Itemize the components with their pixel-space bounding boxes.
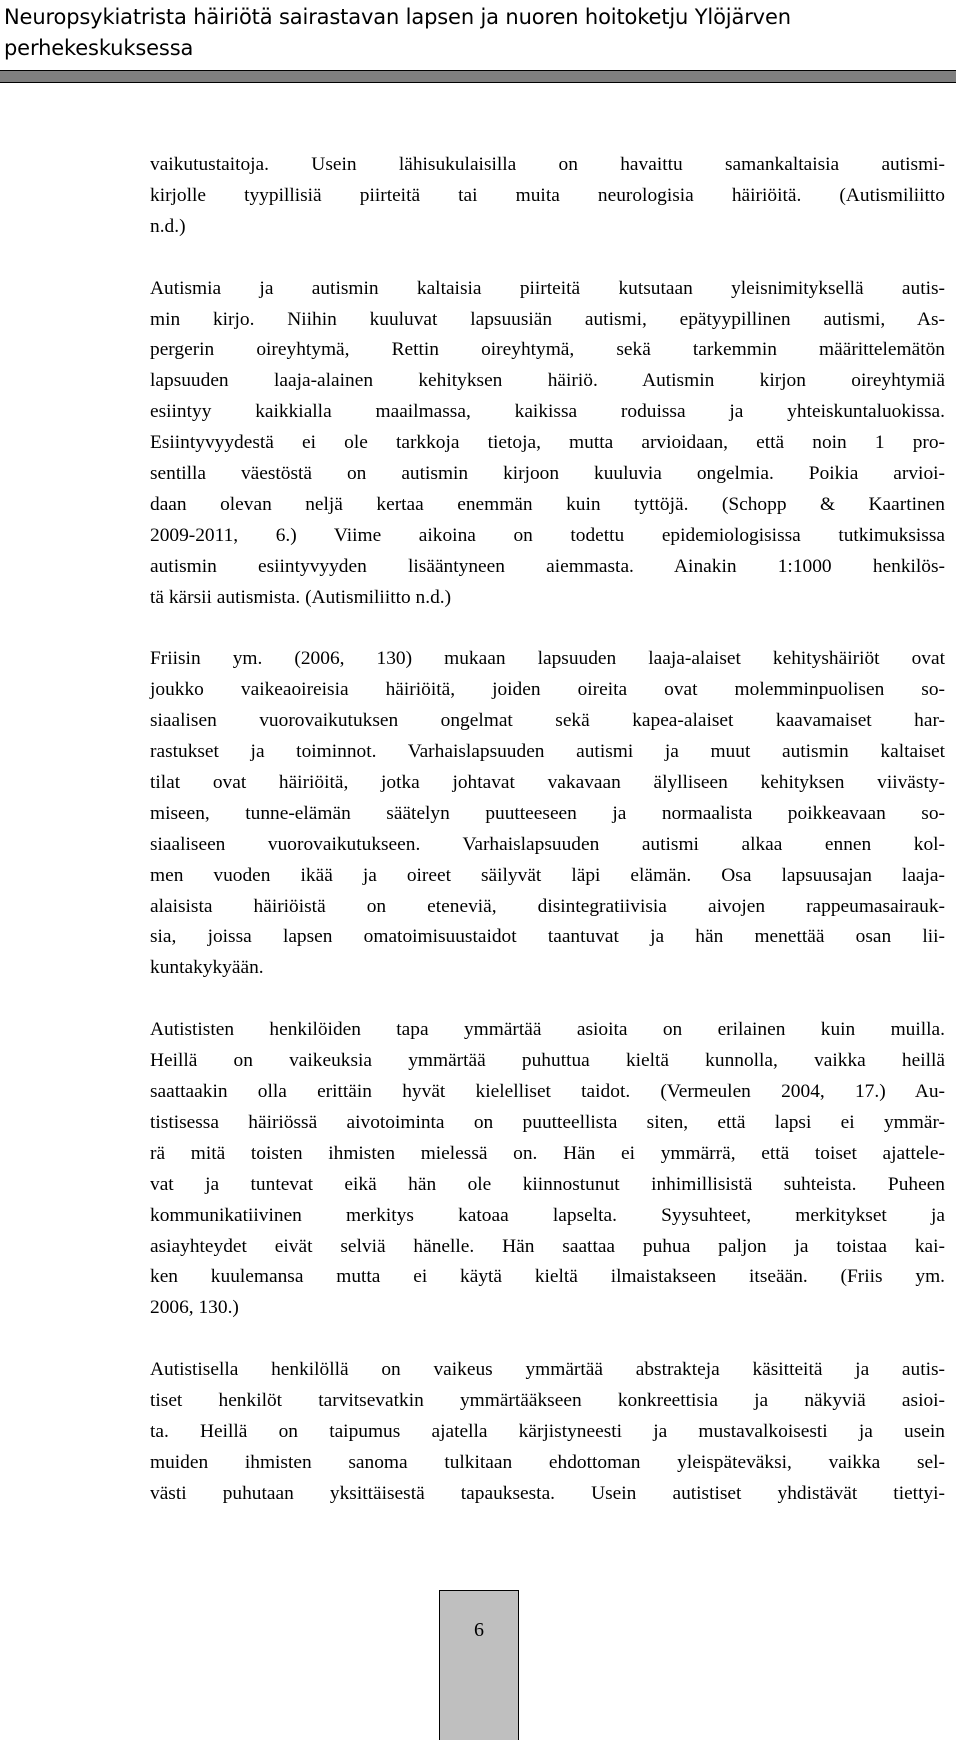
text-line: Heillä on vaikeuksia ymmärtää puhuttua kieltä kunnolla, vaikka heillä — [150, 1050, 945, 1072]
text-line: sia, joissa lapsen omatoimisuustaidot taantuvat ja hän menettää osan lii- — [150, 926, 945, 948]
text-line: daan olevan neljä kertaa enemmän kuin tyttöjä. (Schopp & Kaartinen — [150, 493, 945, 515]
text-line: ken kuulemansa mutta ei käytä kieltä ilmaistakseen itseään. (Friis ym. — [150, 1266, 945, 1288]
text-line: vaikutustaitoja. Usein lähisukulaisilla on havaittu samankaltaisia autismi- — [150, 154, 945, 175]
text-line: min kirjo. Niihin kuuluvat lapsuusiän autismi, epätyypillinen autismi, As- — [150, 308, 945, 330]
text-line: tiset henkilöt tarvitsevatkin ymmärtääkseen konkreettisia ja näkyviä asioi- — [150, 1390, 945, 1412]
text-line: Autismia ja autismin kaltaisia piirteitä kutsutaan yleisnimityksellä autis- — [150, 277, 945, 299]
text-line: esiintyy kaikkialla maailmassa, kaikissa roduissa ja yhteiskuntaluokissa. — [150, 401, 945, 423]
text-line: joukko vaikeaoireisia häiriöitä, joiden oireita ovat molemminpuolisen so- — [150, 679, 945, 701]
text-line: Autististen henkilöiden tapa ymmärtää asioita on erilainen kuin muilla. — [150, 1019, 945, 1041]
text-line: Autistisella henkilöllä on vaikeus ymmärtää abstrakteja käsitteitä ja autis- — [150, 1359, 945, 1381]
page-number: 6 — [474, 1619, 484, 1641]
text-line: n.d.) — [150, 215, 186, 237]
paragraph-3 — [150, 644, 945, 984]
text-line: tistisessa häiriössä aivotoiminta on puutteellista siten, että lapsi ei ymmär- — [150, 1111, 945, 1133]
header-rule — [0, 70, 956, 83]
text-line: siaaliseen vuorovaikutukseen. Varhaislapsuuden autismi alkaa ennen kol- — [150, 833, 945, 855]
page-number-box — [439, 1590, 519, 1740]
text-line: lapsuuden laaja-alainen kehityksen häiriö. Autismin kirjon oireyhtymiä — [150, 370, 945, 392]
text-line: Esiintyvyydestä ei ole tarkkoja tietoja, mutta arvioidaan, että noin 1 pro- — [150, 432, 945, 454]
document-header-title: Neuropsykiatrista häiriötä sairastavan lapsen ja nuoren hoitoketju Ylöjärven perhekeskuksessa — [4, 5, 791, 60]
paragraph-1 — [150, 150, 945, 243]
text-line: kirjolle tyypillisiä piirteitä tai muita neurologisia häiriöitä. (Autismiliitto — [150, 184, 945, 206]
text-line: sentilla väestöstä on autismin kirjoon kuuluvia ongelmia. Poikia arvioi- — [150, 463, 945, 485]
text-line: miseen, tunne-elämän säätelyn puutteeseen ja normaalista poikkeavaan so- — [150, 802, 945, 824]
paragraph-4 — [150, 1015, 945, 1324]
paragraph-5 — [150, 1355, 945, 1509]
text-line: siaalisen vuorovaikutuksen ongelmat sekä kapea-alaiset kaavamaiset har- — [150, 710, 945, 732]
text-line: tä kärsii autismista. (Autismiliitto n.d.) — [150, 586, 452, 608]
text-line: autismin esiintyvyyden lisääntyneen aiemmasta. Ainakin 1:1000 henkilös- — [150, 555, 945, 577]
text-line: rä mitä toisten ihmisten mielessä on. Hän ei ymmärrä, että toiset ajattele- — [150, 1142, 945, 1164]
text-line: västi puhutaan yksittäisestä tapauksesta. Usein autistiset yhdistävät tiettyi- — [150, 1482, 945, 1504]
text-line: asiayhteydet eivät selviä hänelle. Hän saattaa puhua paljon ja toistaa kai- — [150, 1235, 945, 1257]
text-line: kuntakykyään. — [150, 957, 264, 979]
text-line: muiden ihmisten sanoma tulkitaan ehdottoman yleispäteväksi, vaikka sel- — [150, 1451, 945, 1473]
text-line: 2006, 130.) — [150, 1297, 239, 1319]
text-line: 2009-2011, 6.) Viime aikoina on todettu epidemiologisissa tutkimuksissa — [150, 524, 945, 546]
text-line: pergerin oireyhtymä, Rettin oireyhtymä, sekä tarkemmin määrittelemätön — [150, 339, 945, 361]
text-line: ta. Heillä on taipumus ajatella kärjistyneesti ja mustavalkoisesti ja usein — [150, 1420, 945, 1442]
text-line: kommunikatiivinen merkitys katoaa lapselta. Syysuhteet, merkitykset ja — [150, 1204, 945, 1226]
text-line: Friisin ym. (2006, 130) mukaan lapsuuden laaja-alaiset kehityshäiriöt ovat — [150, 648, 945, 670]
paragraph-2 — [150, 274, 945, 614]
text-line: tilat ovat häiriöitä, jotka johtavat vakavaan älylliseen kehityksen viivästy- — [150, 772, 945, 794]
text-line: alaisista häiriöistä on eteneviä, disintegratiivisia aivojen rappeumasairauk- — [150, 895, 945, 917]
text-line: saattaakin olla erittäin hyvät kielelliset taidot. (Vermeulen 2004, 17.) Au- — [150, 1081, 945, 1103]
text-line: rastukset ja toiminnot. Varhaislapsuuden autismi ja muut autismin kaltaiset — [150, 741, 945, 763]
body-text — [150, 150, 945, 1541]
text-line: men vuoden ikää ja oireet säilyvät läpi elämän. Osa lapsuusajan laaja- — [150, 864, 945, 886]
text-line: vat ja tuntevat eikä hän ole kiinnostunut inhimillisistä suhteista. Puheen — [150, 1173, 945, 1195]
